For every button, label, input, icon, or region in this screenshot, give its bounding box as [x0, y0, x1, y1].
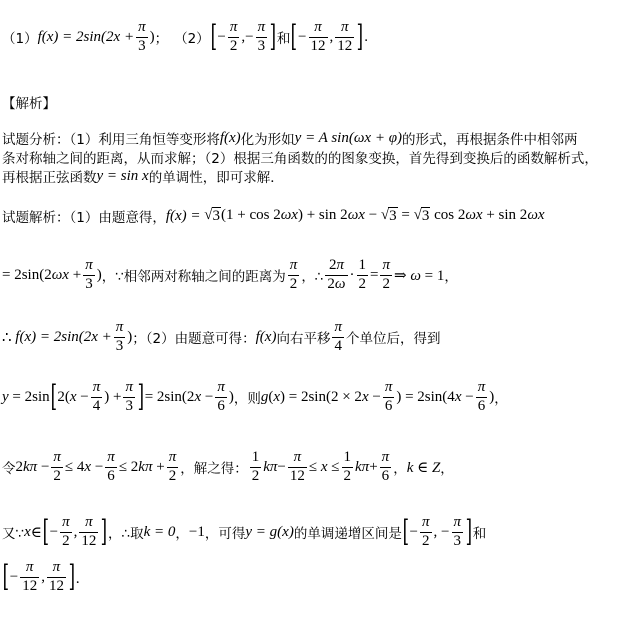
part2-marker: （2）: [174, 31, 210, 48]
analysis-heading: 【解析】: [2, 96, 56, 112]
part1-marker: （1）: [2, 31, 38, 48]
analysis-line-1: 试题分析：（1）利用三角恒等变形将 f(x) 化为形如 y = A sin(ωx + φ) 的形式，再根据条件中相邻两: [2, 129, 578, 148]
solution-line-5: 令 2kπ − $\frac{\pi}{2}$ ≤ 4x − $\frac{\pi}{6}$ ≤ 2kπ + $\frac{\pi}{2}$ ，解之得： $\frac{1}{2}$ kπ − $\frac{\pi}{12}$ ≤ x ≤ $\frac{1}{2}$ kπ + $\frac{\pi}{6}$ ， k ∈ Z ，: [2, 449, 454, 484]
fraction-pi-over-3: $\frac{\pi}{3}$: [138, 19, 146, 54]
analysis-line-3: 再根据正弦函数 y = sin x 的单调性，即可求解．: [2, 167, 284, 186]
solution-line-1: 试题解析：（1）由题意得， f(x) = √ 3 (1 + cos 2ωx) + sin 2ωx − √ 3 = √ 3 cos 2ωx + sin 2ωx: [2, 207, 545, 226]
analysis-line-2: 条对称轴之间的距离，从而求解；（2）根据三角函数的的图象变换，首先得到变换后的函数解析式，: [2, 151, 598, 167]
solution-line-6: 又∵ x ∈ [ − $\frac{\pi}{2}$ , $\frac{\pi}{12}$ ] ，∴取 k = 0 ， −1 ，可得 y = g(x) 的单调递增区间是 [ − $\frac{\pi}{2}$ , − $\frac{\pi}{3}$ ] 和: [2, 514, 487, 550]
fraction-pi-over-2: $\frac{\pi}{2}$: [229, 19, 238, 54]
answer-line: （1） f(x) = 2sin(2x + $\frac{\pi}{3}$ ) ； （2） [ − $\frac{\pi}{2}$ , − $\frac{\pi}{3}$ ] 和 [ − $\frac{\pi}{12}$ , $\frac{\pi}{12}$ ] .: [2, 19, 369, 55]
answer-function: f(x) = 2sin(2x +: [37, 28, 135, 45]
solution-line-7: [ − $\frac{\pi}{12}$ , $\frac{\pi}{12}$ ] ．: [2, 559, 90, 595]
solution-line-2: = 2sin(2ωx + $\frac{\pi}{3}$ ) ，∵相邻两对称轴之间的距离为 $\frac{\pi}{2}$ ，∴ $\frac{2\pi}{2\omega}$ · $\frac{1}{2}$ = $\frac{\pi}{2}$ ⇒ ω = 1 ，: [2, 257, 458, 292]
solution-line-3: ∴ f(x) = 2sin(2x + $\frac{\pi}{3}$ ) ；（2）由题意可得： f(x) 向右平移 $\frac{\pi}{4}$ 个单位后，得到: [2, 319, 441, 354]
fraction-pi-over-3-b: $\frac{\pi}{3}$: [257, 19, 266, 54]
fraction-pi-over-12-b: $\frac{\pi}{12}$: [337, 19, 353, 54]
solution-line-4: y = 2sin [ 2(x − $\frac{\pi}{4}$ ) + $\frac{\pi}{3}$ ] = 2sin(2x − $\frac{\pi}{6}$ ) ，则 g(x) = 2sin(2 × 2x − $\frac{\pi}{6}$ ) = 2sin(4x − $\frac{\pi}{6}$ ) ，: [2, 379, 508, 415]
fraction-pi-over-12: $\frac{\pi}{12}$: [310, 19, 326, 54]
